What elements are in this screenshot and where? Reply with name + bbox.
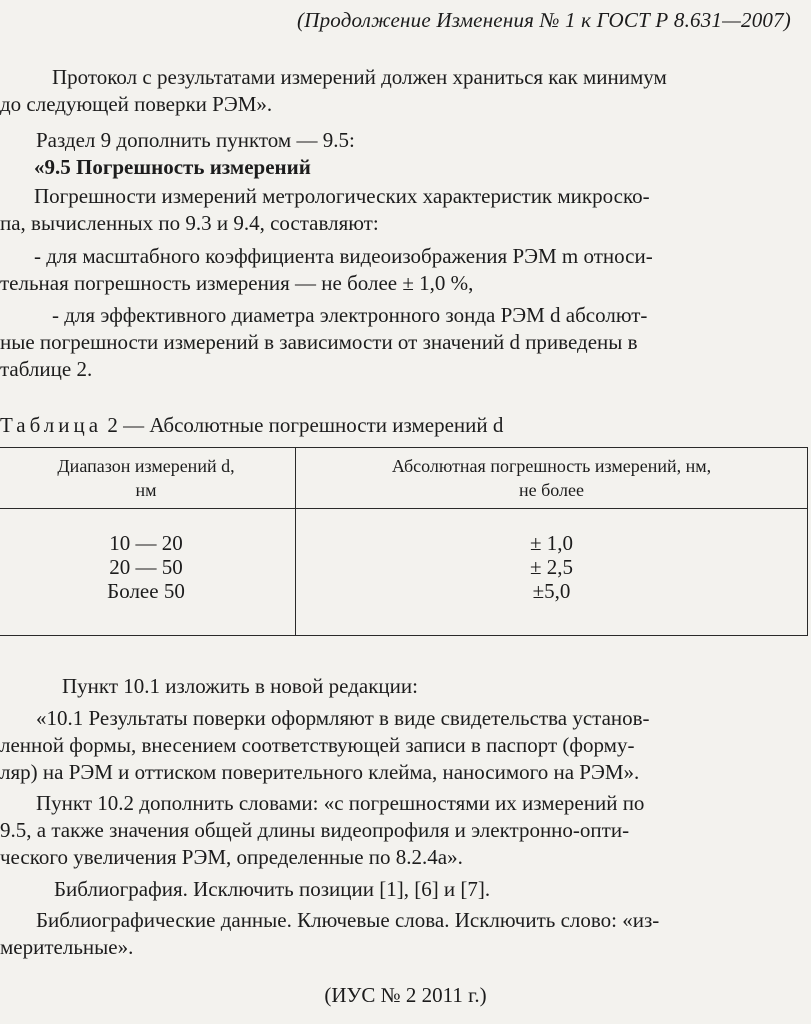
text-line: Раздел 9 дополнить пунктом — 9.5: xyxy=(36,128,355,152)
page-header: (Продолжение Изменения № 1 к ГОСТ Р 8.631—2007) xyxy=(297,8,791,32)
text-line: па, вычисленных по 9.3 и 9.4, составляют: xyxy=(0,211,379,235)
table-row xyxy=(0,509,808,636)
page-footer: (ИУС № 2 2011 г.) xyxy=(324,983,487,1007)
text-line: Библиография. Исключить позиции [1], [6] и [7]. xyxy=(54,877,491,901)
range-cell xyxy=(0,509,296,636)
text-line: Погрешности измерений метрологических характеристик микроско- xyxy=(34,184,650,208)
text-line: ные погрешности измерений в зависимости от значений d приведены в xyxy=(0,330,638,354)
text-line: - для эффективного диаметра электронного зонда РЭМ d абсолют- xyxy=(52,303,648,327)
table-header-row xyxy=(0,448,808,509)
error-value: ± 2,5 xyxy=(529,555,574,579)
text-line: ленной формы, внесением соответствующей записи в паспорт (форму- xyxy=(0,733,635,757)
error-table xyxy=(0,447,808,636)
text-line: Пункт 10.1 изложить в новой редакции: xyxy=(62,674,418,698)
range-value: Более 50 xyxy=(107,579,185,603)
text-line: Протокол с результатами измерений должен храниться как минимум xyxy=(52,65,667,89)
text-line: 9.5, а также значения общей длины видеопрофиля и электронно-опти- xyxy=(0,818,630,842)
header-line: Диапазон измерений d, xyxy=(57,456,235,476)
table-caption xyxy=(0,413,503,438)
table-caption-rest: 2 — Абсолютные погрешности измерений d xyxy=(107,413,504,437)
text-line: Библиографические данные. Ключевые слова. Исключить слово: «из- xyxy=(36,908,660,932)
section-title: «9.5 Погрешность измерений xyxy=(34,155,311,179)
error-cell xyxy=(296,509,808,636)
range-value: 20 — 50 xyxy=(109,555,183,579)
header-line: нм xyxy=(135,480,157,500)
range-value: 10 — 20 xyxy=(109,531,183,555)
text-line: ляр) на РЭМ и оттиском поверительного клейма, наносимого на РЭМ». xyxy=(0,760,640,784)
header-line: Абсолютная погрешность измерений, нм, xyxy=(391,456,712,476)
text-line: Пункт 10.2 дополнить словами: «с погрешностями их измерений по xyxy=(36,791,645,815)
error-value: ±5,0 xyxy=(532,579,571,603)
table-header-range xyxy=(0,448,296,509)
text-line: - для масштабного коэффициента видеоизображения РЭМ m относи- xyxy=(34,244,653,268)
table-caption-prefix: Таблица xyxy=(0,413,103,437)
text-line: ческого увеличения РЭМ, определенные по 8.2.4а». xyxy=(0,845,463,869)
table-header-error xyxy=(296,448,808,509)
text-line: таблице 2. xyxy=(0,357,93,381)
error-value: ± 1,0 xyxy=(529,531,574,555)
text-line: «10.1 Результаты поверки оформляют в виде свидетельства установ- xyxy=(36,706,650,730)
text-line: тельная погрешность измерения — не более ± 1,0 %, xyxy=(0,271,474,295)
text-line: мерительные». xyxy=(0,935,134,959)
header-line: не более xyxy=(518,480,584,500)
text-line: до следующей поверки РЭМ». xyxy=(0,92,273,116)
